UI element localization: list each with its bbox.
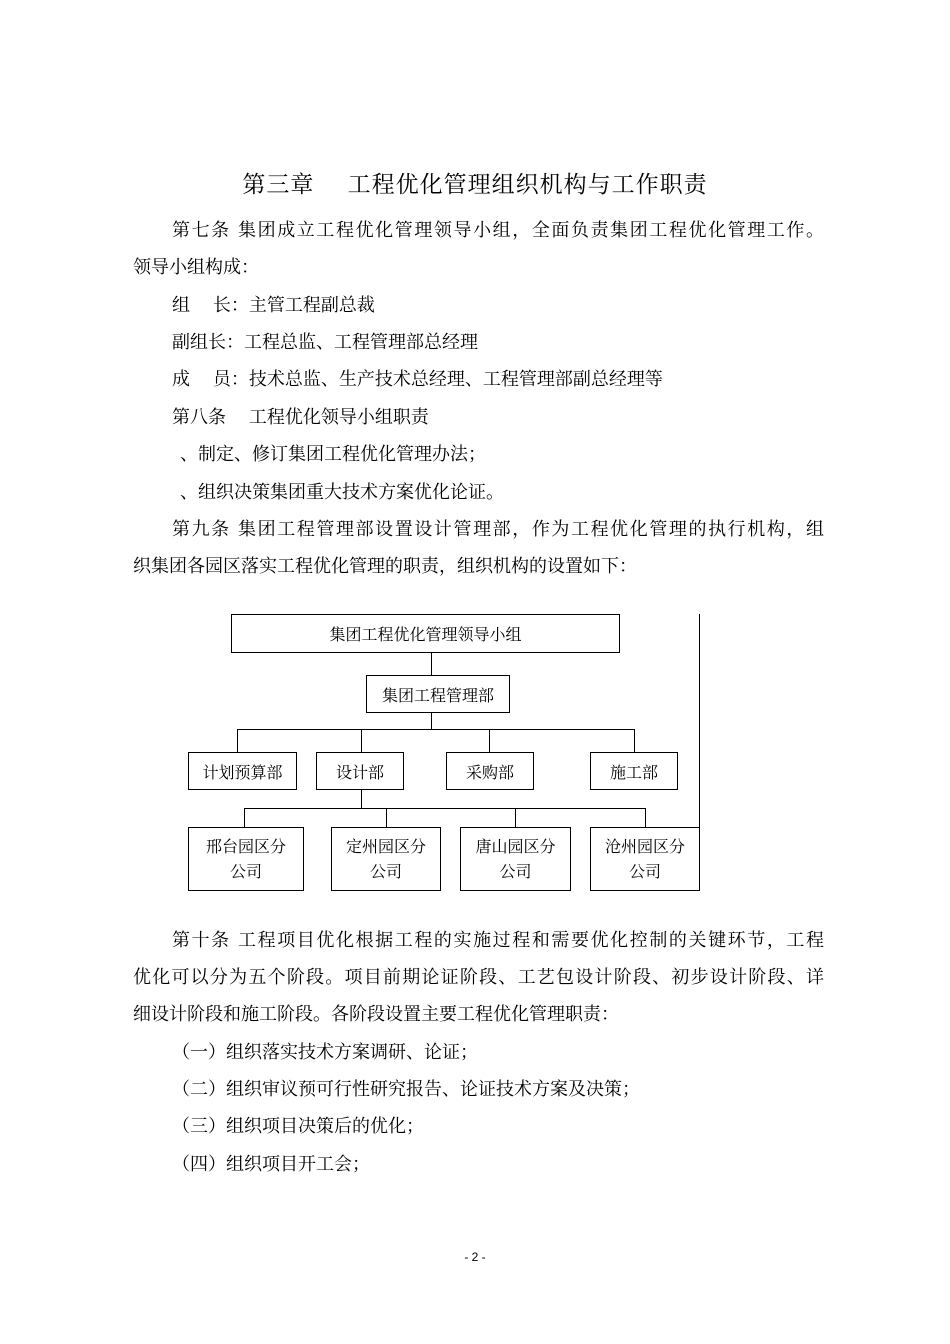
stage-item-3: （三）组织项目决策后的优化； <box>172 1116 424 1137</box>
article10-line1: 第十条 工程项目优化根据工程的实施过程和需要优化控制的关键环节，工程 <box>172 930 824 951</box>
branch-label-line2: 公司 <box>628 862 661 881</box>
org-box-planning-budget: 计划预算部 <box>188 752 297 790</box>
org-box-tangshan-branch <box>460 827 571 891</box>
connector-line <box>361 790 362 808</box>
article10-line3: 细设计阶段和施工阶段。各阶段设置主要工程优化管理职责： <box>133 1004 619 1025</box>
connector-line <box>244 808 645 809</box>
article10-line2: 优化可以分为五个阶段。项目前期论证阶段、工艺包设计阶段、初步设计阶段、详 <box>133 967 824 988</box>
connector-line <box>431 713 432 729</box>
connector-line <box>237 729 634 730</box>
article9-line1: 第九条 集团工程管理部设置设计管理部，作为工程优化管理的执行机构，组 <box>172 519 824 540</box>
connector-line <box>361 729 362 752</box>
stage-item-4: （四）组织项目开工会； <box>172 1154 370 1175</box>
article8-item1: 、制定、修订集团工程优化管理办法； <box>180 444 486 465</box>
article8-item2: 、组织决策集团重大技术方案优化论证。 <box>180 482 504 503</box>
stage-item-2: （二）组织审议预可行性研究报告、论证技术方案及决策； <box>172 1079 640 1100</box>
org-box-leadership-group: 集团工程优化管理领导小组 <box>231 614 620 653</box>
branch-label-line2: 公司 <box>369 862 402 881</box>
connector-line <box>489 729 490 752</box>
connector-line <box>634 729 635 752</box>
stage-item-1: （一）组织落实技术方案调研、论证； <box>172 1042 478 1063</box>
connector-line <box>515 808 516 827</box>
article8-heading: 第八条 工程优化领导小组职责 <box>172 407 429 428</box>
branch-label-line2: 公司 <box>229 862 262 881</box>
page-number: - 2 - <box>464 1250 486 1264</box>
connector-line <box>386 808 387 827</box>
branch-label-line2: 公司 <box>499 862 532 881</box>
deputy-leader-line: 副组长：工程总监、工程管理部总经理 <box>172 332 478 353</box>
chapter-title: 第三章 工程优化管理组织机构与工作职责 <box>242 172 708 198</box>
connector-line <box>431 653 432 675</box>
connector-line <box>244 808 245 827</box>
members-line: 成 员：技术总监、生产技术总经理、工程管理部副总经理等 <box>172 369 663 390</box>
connector-line <box>237 729 238 752</box>
org-box-engineering-dept: 集团工程管理部 <box>366 675 510 713</box>
connector-line <box>645 808 646 827</box>
leader-line: 组 长：主管工程副总裁 <box>172 295 375 316</box>
branch-label-line1: 定州园区分 <box>345 837 426 856</box>
article7-line1: 第七条 集团成立工程优化管理领导小组，全面负责集团工程优化管理工作。 <box>172 220 824 241</box>
branch-label-line1: 唐山园区分 <box>475 837 556 856</box>
branch-label-line1: 邢台园区分 <box>205 837 286 856</box>
org-box-xingtai-branch <box>188 827 304 891</box>
org-box-construction: 施工部 <box>590 752 678 790</box>
org-box-cangzhou-branch <box>590 827 700 891</box>
branch-label-line1: 沧州园区分 <box>604 837 685 856</box>
article9-line2: 织集团各园区落实工程优化管理的职责，组织机构的设置如下： <box>133 556 637 577</box>
org-box-dingzhou-branch <box>331 827 441 891</box>
article7-line2: 领导小组构成： <box>133 257 259 278</box>
org-box-design: 设计部 <box>316 752 404 790</box>
org-box-procurement: 采购部 <box>446 752 534 790</box>
